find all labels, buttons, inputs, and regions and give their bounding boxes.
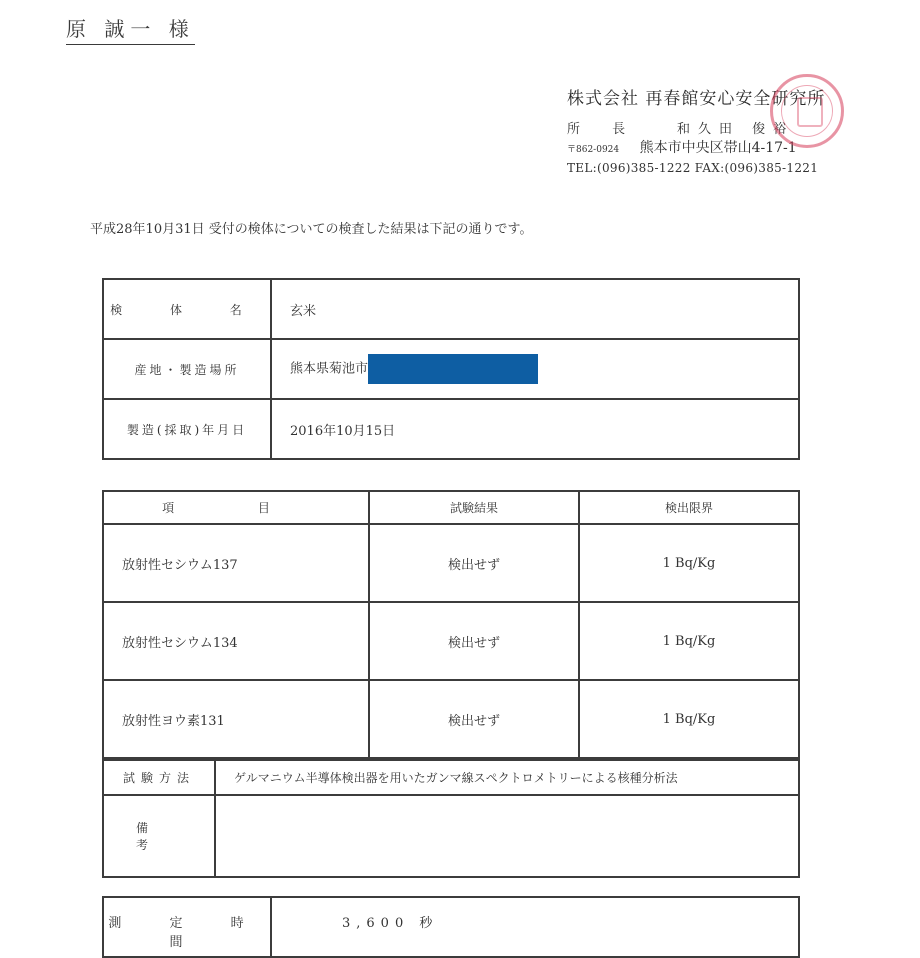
origin-value: 熊本県菊池市: [290, 361, 369, 377]
issuer-company: 株式会社 再春館安心安全研究所: [567, 89, 826, 109]
result-value: 検出せず: [369, 602, 579, 680]
postal-code: 〒862-0924: [567, 145, 620, 155]
origin-label: 産地・製造場所: [103, 339, 271, 399]
seal-icon: [797, 97, 823, 127]
result-limit: 1 Bq/Kg: [579, 602, 799, 680]
notes-value: [215, 795, 799, 877]
result-item: 放射性セシウム134: [103, 602, 369, 680]
sample-info-table: [102, 278, 800, 460]
header-result: 試験結果: [369, 491, 579, 524]
measurement-table: [102, 896, 800, 958]
result-item: 放射性セシウム137: [103, 524, 369, 602]
results-table: [102, 490, 800, 759]
method-notes-table: [102, 759, 800, 878]
director-title: 所 長: [567, 122, 640, 137]
table-row: [103, 339, 799, 399]
production-date-value: 2016年10月15日: [271, 399, 799, 459]
header-limit: 検出限界: [579, 491, 799, 524]
production-date-label: 製造(採取)年月日: [103, 399, 271, 459]
header-item: 項 目: [103, 491, 369, 524]
method-label: 試験方法: [103, 760, 215, 795]
method-value: ゲルマニウム半導体検出器を用いたガンマ線スペクトロメトリーによる核種分析法: [215, 760, 799, 795]
result-limit: 1 Bq/Kg: [579, 680, 799, 758]
table-header-row: [103, 491, 799, 524]
table-row: [103, 524, 799, 602]
measurement-label: 測 定 時 間: [103, 897, 271, 957]
intro-text: 平成28年10月31日 受付の検体についての検査した結果は下記の通りです。: [90, 222, 533, 237]
table-row: [103, 897, 799, 957]
table-row: [103, 760, 799, 795]
measurement-value: 3,600 秒: [271, 897, 799, 957]
table-row: [103, 795, 799, 877]
notes-label: 備 考: [103, 795, 215, 877]
table-row: [103, 399, 799, 459]
recipient-name: 原 誠一 様: [66, 16, 195, 45]
sample-name-label: 検 体 名: [103, 279, 271, 339]
director-name: 和久田 俊裕: [677, 122, 795, 137]
issuer-address-line: [567, 137, 797, 157]
table-row: [103, 680, 799, 758]
result-limit: 1 Bq/Kg: [579, 524, 799, 602]
origin-cell: [271, 339, 799, 399]
issuer-address: 熊本市中央区帯山4-17-1: [639, 140, 797, 156]
result-item: 放射性ヨウ素131: [103, 680, 369, 758]
result-value: 検出せず: [369, 524, 579, 602]
company-seal-stamp: [770, 74, 844, 148]
redaction-box: [368, 354, 538, 384]
table-row: [103, 279, 799, 339]
table-row: [103, 602, 799, 680]
result-value: 検出せず: [369, 680, 579, 758]
sample-name-value: 玄米: [271, 279, 799, 339]
issuer-tel-fax: TEL:(096)385-1222 FAX:(096)385-1221: [567, 161, 819, 175]
